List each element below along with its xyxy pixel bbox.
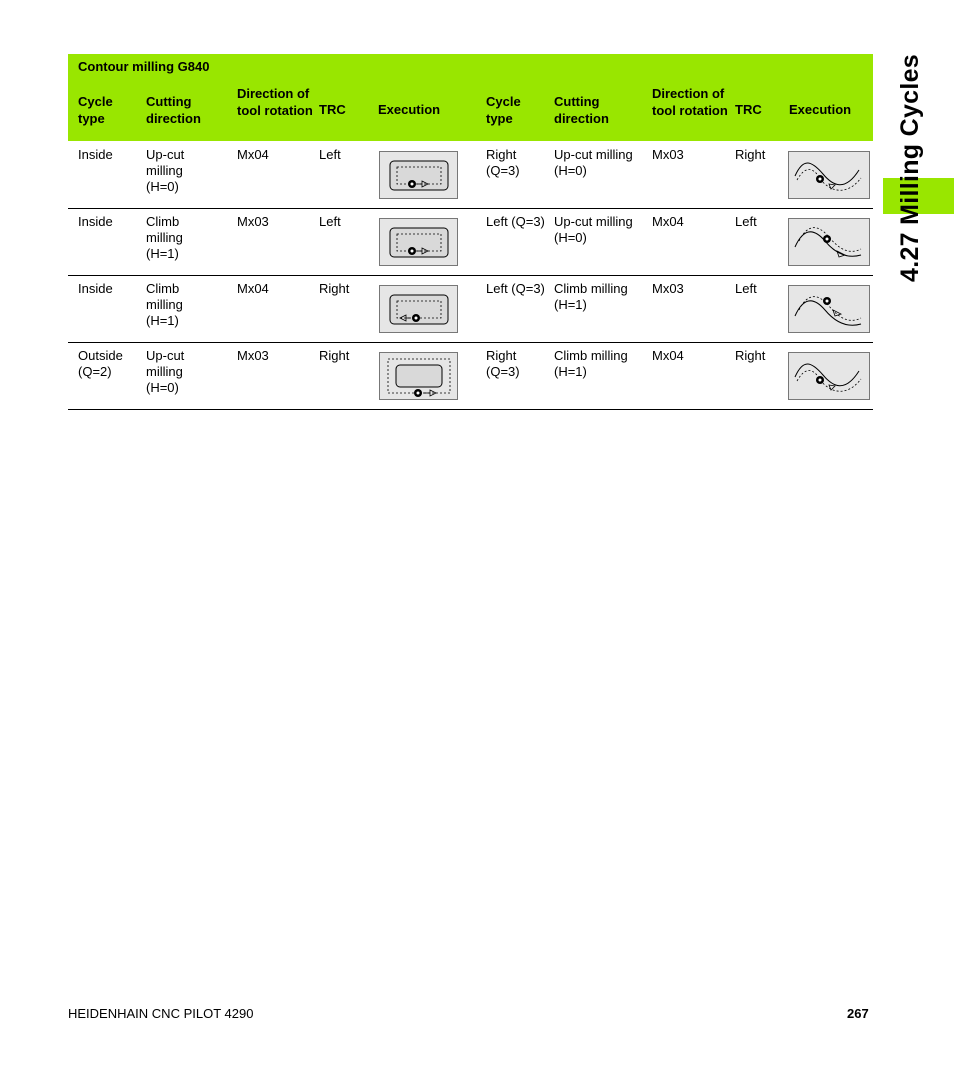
cell-tool-rotation-2: Mx03	[652, 147, 684, 162]
header-tool-rotation-2: Direction of tool rotation	[652, 86, 728, 118]
cell-trc: Left	[319, 214, 341, 229]
header-cutting-direction-2: Cutting direction	[554, 94, 609, 126]
cell-cutting-direction-2: Climb milling (H=1)	[554, 348, 628, 379]
cell-cutting-direction: Up-cut milling (H=0)	[146, 348, 185, 395]
contour-open-icon	[788, 151, 870, 199]
cell-trc: Left	[319, 147, 341, 162]
cell-cycle-type-2: Right (Q=3)	[486, 348, 520, 379]
table-row	[68, 275, 873, 343]
cell-tool-rotation: Mx03	[237, 348, 269, 363]
cell-tool-rotation-2: Mx03	[652, 281, 684, 296]
footer-manual-name: HEIDENHAIN CNC PILOT 4290	[68, 1006, 254, 1021]
cell-cycle-type: Inside	[78, 214, 113, 229]
table-row	[68, 141, 873, 209]
header-cycle-type-2: Cycle type	[486, 94, 521, 126]
cell-trc-2: Right	[735, 348, 766, 363]
cell-cycle-type-2: Left (Q=3)	[486, 281, 545, 296]
chapter-title: 4.27 Milling Cycles	[896, 53, 924, 282]
contour-inside-icon	[379, 218, 458, 266]
cell-cutting-direction: Climb milling (H=1)	[146, 281, 183, 328]
cell-tool-rotation: Mx03	[237, 214, 269, 229]
cell-trc-2: Right	[735, 147, 766, 162]
contour-open-icon	[788, 352, 870, 400]
contour-open-icon	[788, 218, 870, 266]
cell-tool-rotation: Mx04	[237, 281, 269, 296]
header-execution: Execution	[378, 102, 441, 117]
cell-cutting-direction-2: Up-cut milling (H=0)	[554, 214, 633, 245]
cell-trc-2: Left	[735, 214, 757, 229]
page-number: 267	[847, 1006, 869, 1021]
cell-cutting-direction: Up-cut milling (H=0)	[146, 147, 185, 194]
contour-open-icon	[788, 285, 870, 333]
table-row	[68, 208, 873, 276]
cell-cycle-type-2: Right (Q=3)	[486, 147, 520, 178]
cell-cutting-direction-2: Up-cut milling (H=0)	[554, 147, 633, 178]
cell-tool-rotation-2: Mx04	[652, 348, 684, 363]
cell-cycle-type: Inside	[78, 281, 113, 296]
cell-cycle-type: Inside	[78, 147, 113, 162]
header-cycle-type: Cycle type	[78, 94, 113, 126]
header-cutting-direction: Cutting direction	[146, 94, 201, 126]
cell-cycle-type-2: Left (Q=3)	[486, 214, 545, 229]
cell-cutting-direction-2: Climb milling (H=1)	[554, 281, 628, 312]
cell-trc-2: Left	[735, 281, 757, 296]
cell-tool-rotation-2: Mx04	[652, 214, 684, 229]
contour-inside-icon	[379, 151, 458, 199]
header-trc-2: TRC	[735, 102, 762, 117]
table-title: Contour milling G840	[78, 59, 210, 74]
table-row	[68, 342, 873, 410]
header-trc: TRC	[319, 102, 346, 117]
cell-tool-rotation: Mx04	[237, 147, 269, 162]
cell-cutting-direction: Climb milling (H=1)	[146, 214, 183, 261]
cell-trc: Right	[319, 281, 350, 296]
header-tool-rotation: Direction of tool rotation	[237, 86, 313, 118]
contour-outside-icon	[379, 352, 458, 400]
cell-cycle-type: Outside (Q=2)	[78, 348, 123, 379]
cell-trc: Right	[319, 348, 350, 363]
contour-inside-icon	[379, 285, 458, 333]
header-execution-2: Execution	[789, 102, 852, 117]
